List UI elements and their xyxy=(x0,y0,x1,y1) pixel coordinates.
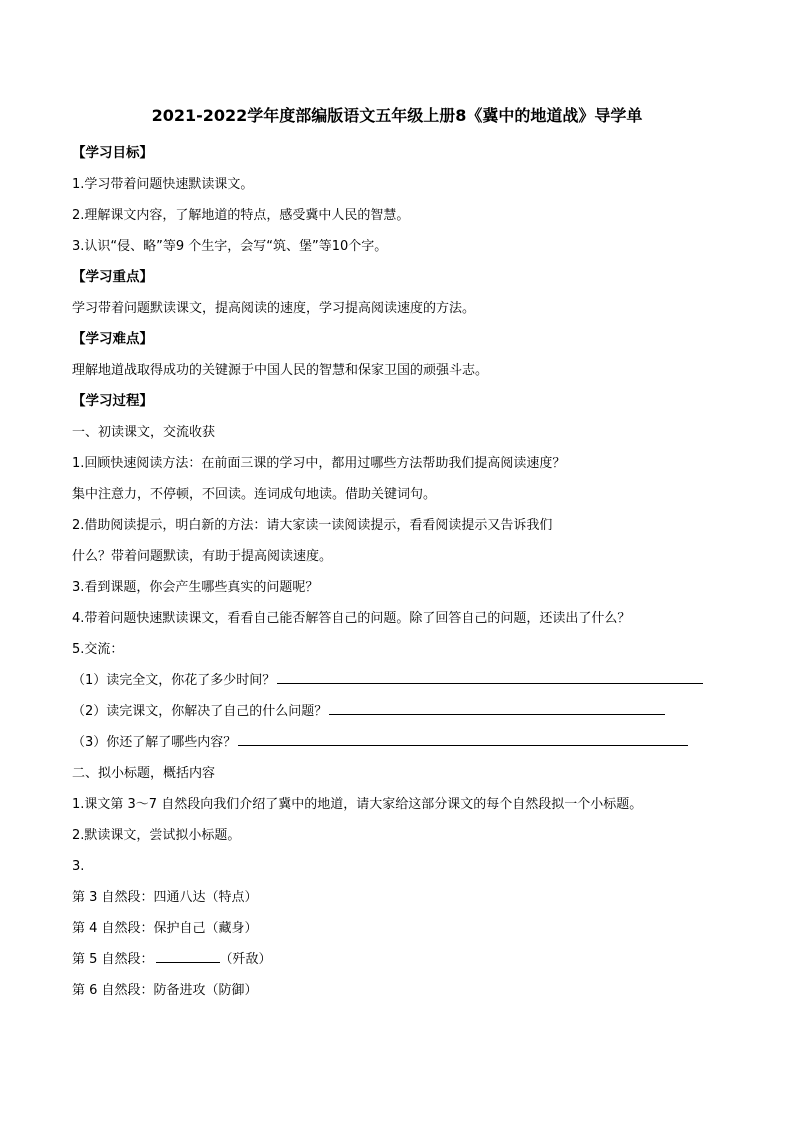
part1-heading: 一、初读课文，交流收获 xyxy=(72,425,216,440)
question-2-line1: 2.借助阅读提示，明白新的方法：请大家读一读阅读提示，看看阅读提示又告诉我们 xyxy=(72,518,553,533)
answer-1: 集中注意力，不停顿，不回读。连词成句地读。借助关键词句。 xyxy=(72,487,437,502)
question-2-line2: 什么？带着问题默读，有助于提高阅读速度。 xyxy=(72,549,333,564)
difficulty-heading: 【学习难点】 xyxy=(72,331,153,347)
objectives-heading: 【学习目标】 xyxy=(72,145,153,161)
answer-blank-2[interactable] xyxy=(329,699,665,715)
document-title: 2021-2022学年度部编版语文五年级上册8《冀中的地道战》导学单 xyxy=(151,106,643,125)
sub-question-1-text: （1）读完全文，你花了多少时间？ xyxy=(72,673,276,688)
objective-item: 3.认识“侵、略”等9 个生字，会写“筑、堡”等10个字。 xyxy=(72,239,388,254)
part2-question-3: 3. xyxy=(72,859,85,874)
part2-question-1: 1.课文第 3～7 自然段向我们介绍了冀中的地道，请大家给这部分课文的每个自然段拟一个小标题。 xyxy=(72,797,643,812)
answer-blank-1[interactable] xyxy=(277,668,703,684)
sub-question-2-text: （2）读完课文，你解决了自己的什么问题？ xyxy=(72,704,328,719)
paragraph-3-title: 第 3 自然段：四通八达（特点） xyxy=(72,890,258,905)
objective-item: 1.学习带着问题快速默读课文。 xyxy=(72,177,254,192)
paragraph-5-suffix: （歼敌） xyxy=(219,952,272,967)
focus-text: 学习带着问题默读课文，提高阅读的速度，学习提高阅读速度的方法。 xyxy=(72,301,476,316)
paragraph-5-label: 第 5 自然段： xyxy=(72,952,154,967)
paragraph-4-title: 第 4 自然段：保护自己（藏身） xyxy=(72,921,258,936)
part2-heading: 二、拟小标题，概括内容 xyxy=(72,766,216,781)
process-heading: 【学习过程】 xyxy=(72,393,153,409)
question-4: 4.带着问题快速默读课文，看看自己能否解答自己的问题。除了回答自己的问题，还读出了什么？ xyxy=(72,611,631,626)
difficulty-text: 理解地道战取得成功的关键源于中国人民的智慧和保家卫国的顽强斗志。 xyxy=(72,363,489,378)
paragraph-6-title: 第 6 自然段：防备进攻（防御） xyxy=(72,983,258,998)
sub-question-1 xyxy=(72,665,722,696)
part2-question-2: 2.默读课文，尝试拟小标题。 xyxy=(72,828,241,843)
question-1: 1.回顾快速阅读方法：在前面三课的学习中，都用过哪些方法帮助我们提高阅读速度？ xyxy=(72,456,566,471)
answer-blank-3[interactable] xyxy=(238,730,688,746)
sub-question-3 xyxy=(72,727,722,758)
worksheet-page xyxy=(72,98,722,1006)
question-3: 3.看到课题，你会产生哪些真实的问题呢？ xyxy=(72,580,319,595)
paragraph-5-blank[interactable] xyxy=(156,947,220,963)
sub-question-3-text: （3）你还了解了哪些内容？ xyxy=(72,735,237,750)
objective-item: 2.理解课文内容，了解地道的特点，感受冀中人民的智慧。 xyxy=(72,208,410,223)
sub-question-2 xyxy=(72,696,722,727)
focus-heading: 【学习重点】 xyxy=(72,269,153,285)
paragraph-5-title xyxy=(72,944,722,975)
question-5: 5.交流： xyxy=(72,642,124,657)
